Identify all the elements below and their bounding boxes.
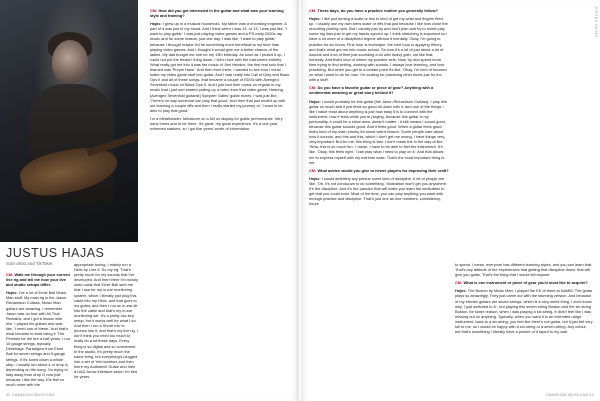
side-tab: JUSTUS HAJAS (594, 6, 598, 38)
paragraph-text: Walk me through your current live rig and tell me how your live and studio setups differ. (6, 272, 70, 288)
paragraph-text: What advice would you give to newer players for improving their craft? (317, 167, 449, 173)
paragraph-text: appropriate tuning. I mainly run a Helix by Line 6. So my rig. That's pretty much for my sounds that I've developed. And then there I'm mostly used cable that Ernie Ball sent me that I use for my in-ear monitoring system, which I literally just plug this cable into my Helix, and that goes to my guitar, and then I run an in-ear kit into the cable and that's my in-ear monitoring set. It's a pretty low-key setup, but it works well for what I do. And then I run a Shure mic to phones into it, and that's my live rig. I don't think you need too much to really do a lot these days. Every thing is so digital and so convenient. In the studio, it's pretty much the same thing, but everything's plugged into a set of Yeti monitors and then there my Audiotech Guitar and then a UAD Arrow interface which I'm tied for years. (74, 262, 138, 380)
left-column-3 (150, 8, 290, 392)
paragraph-text: How did you get interested in the guitar and what was your learning style and training? (150, 8, 284, 19)
paragraph-text: I like just turning a scale or two to kind of get my wrist and fingers fired up. I usually use my own arms scale or riffs that just because I like how close the recording picking runs. But I usually just try and don't plan and try to shred play some big licks just to get my hands synced up. I think stretching is important so I have a lot more of a disciplined regime without it mentally. Okay, I'm going to practice for six hours. First hour is technique, the next hour is applying theory, and that's what got me into music school. So now it's a lot of just about a lot of sounds and a lot of time just sounding a lot with heavy gain, old like that, honestly. And that's kind of where my practice sets. Now, try and spend more time trying to find writing, working with sounds. I always love learning, and love practicing. But when you get to a certain point it's like, 'Okay, I'm kind of focused on what I want to do for now.' I'm looking for practicing other times just for fun with a stuff. (309, 16, 448, 83)
interview-question (6, 272, 70, 287)
left-page-footer: 32 CANADIAN MUSICIAN (6, 393, 55, 397)
artist-role: Solo artist and TikToker (6, 261, 53, 266)
speaker-tag: CM: (309, 8, 318, 13)
interview-answer (74, 262, 138, 379)
left-column-2 (74, 262, 138, 392)
left-column-1 (6, 272, 70, 392)
interview-answer (6, 290, 70, 387)
paragraph-text: What is one instrument or piece of gear you'd most like to acquire? (463, 280, 588, 286)
interview-answer (309, 176, 449, 207)
interview-question (455, 280, 593, 285)
right-column-2 (455, 262, 593, 392)
speaker-tag: Hajas: (455, 288, 468, 294)
interview-answer (455, 288, 593, 334)
paragraph-text: I would definitely say pursue some kind of discipline. A lot of people are like, 'Oh, it's not conducive to do something.' Motivation won't get you anywhere. It's the discipline. And it's the passion that will make you learn the dedication to get that you could exist. Most of the time, you can play anything you want with enough practice and discipline. That's just one as one numbers, consistency, hours (309, 175, 448, 207)
speaker-tag: CM: (309, 167, 318, 173)
paragraph-text: The Boston by Music Man. I played the EK of them at NAMM. The guitar plays so amazingly. They just came out with the stunning version. And because of my electric guitars are seven strings, which is a very weird thing. I don't know why. I just switched to 6 - but playing this seven string Boston and the six string Boston, for some reason, when I was playing a six-string, it didn't feel like I was missing out on anything. Typically, when you want it in an extended range instrument, back to a six-string, you feel like there's not guitar, but it just felt very full to me, so I would be happy with a six-string or a seven-string. Any colour, but that's something I literally have a picture of it taped to my wall. (455, 288, 593, 335)
speaker-tag: CM: (150, 8, 159, 13)
speaker-tag: Hajas: (309, 98, 322, 104)
interview-answer (309, 16, 449, 82)
right-column-1 (309, 8, 449, 392)
paragraph-text: I would probably be this guitar [the Jason Richardson Cutlass]. I play this guitar so much and it just feels so good all down with it, and one of the things I like I value most about anything is just how easy it is to connect with the instrument, how it feels while you're playing, because this guitar is my personality, it could be a show area, doesn't matter - it still means I sound good, because this guitar sounds good. And it feels good. When a guitar feels good, that's kind of my main priority for some weird reason. Some people care about how it sounds, and this and this, which I don't get me wrong, I have things very, very important. But for me, this thing is fast. I don't mean the in the way of like, 'Wow, this is so much fun.' I mean, I have to be able to feel the instrument. It's like, 'Okay, this feels right.' I can play what I need to play on it.' And that allows me to express myself with my extreme ease. That's the most important thing to me. (309, 98, 447, 165)
interview-question (309, 8, 449, 13)
paragraph-text: to spend. I mean, everyone has different learning styles, and you can learn that. That's any attitude of the experiences that getting that discipline down, that will give you goals. That's the thing that I would tell anyone. (455, 262, 593, 278)
paragraph-text: I grew up in a musical household. My father was a recording engineer. A part of it was just in my blood. And I think when I was 13, or 13, I was just like, 'I want to play guitar.' I was just playing video games and a PS-early 2000s rap music and for some reason, just one day, I was like, 'I want to play guitar,' because I thought maybe it'd be something more beneficial to my time than playing video games. And I thought it would give me a better chance of the ladies. My dad bought me one for my 13th birthday. As soon as I picked it up, I could not put the freakin' thing down. I fell in love with the instrument entirely. What really got me into it was the music of Jimi Hendrix; the first real solo that I learned was 'Purple Haze.' And then from there, I wanted to see how I could make my video game stuff into guitar. And I was really into Call of Duty and Black Ops II and all of these songs, that became a couple of EDGs with Avenged Sevenfold music on Black Ops II. And I just had their music on regular in my music that I just sort started putting up a video from that video game. Hearing [Avenged Sevenfold guitarist] Synyster Gates' guitar riches, I was just like, 'There's no way someone can play that good.' And then that just ended up with me learning a couple riffs and then I really started my journey of, 'I want to be able to play that good.' (150, 21, 290, 113)
interview-question (309, 85, 449, 95)
speaker-tag: Hajas: (309, 16, 322, 22)
interview-answer (150, 116, 290, 131)
speaker-tag: Hajas: (309, 175, 322, 181)
interview-answer (150, 21, 290, 113)
artist-name: JUSTUS HAJAS (6, 246, 105, 260)
paragraph-text: These days, do you have a practice routine you generally follow? (317, 8, 438, 13)
interview-question (309, 168, 449, 173)
right-page-footer: CANADIAN MUSICIAN 33 (545, 393, 594, 397)
interview-answer (455, 262, 593, 277)
interview-answer (309, 99, 449, 165)
interview-question (150, 8, 290, 18)
speaker-tag: Hajas: (150, 21, 163, 27)
right-page (301, 0, 600, 401)
speaker-tag: CM: (455, 280, 464, 286)
speaker-tag: Hajas: (6, 290, 19, 296)
artist-photo (0, 0, 138, 242)
left-page (0, 0, 299, 401)
paragraph-text: I'm a Metalheader. Metalcore on a full on display for guitar performance. Very early forms and to be there. It's great, my great experience. It's a one year schemed stations, so I got five years' worth of information. (150, 115, 283, 132)
paragraph-text: Do you have a favorite guitar or piece of gear? Anything with a sentimental meaning or great story behind it? (309, 85, 434, 96)
speaker-tag: CM: (309, 85, 318, 91)
paragraph-text: I've a lot of Ernie Ball Music Man stuff. My main rig is the Jason Richardson Cutlass, Music Man guitars are amazing. I remember Jason was on tour with All That Remains, and I got a lesson with him. I played his guitars and was like, 'I need one of these.' And that's what became to start using it. The Pennies for me are a half years. I run 10 gauge strings, typically Dimebags. Paradigms from Ernie Ball for seven strings and 9-gauge strings. If it's tuned down a whole step, I usually run about 4 or drop A, depending on the song. I'm trying to stay away from drop G now just because I like the way 10s feel so much more with the (6, 290, 70, 387)
speaker-tag: CM: (6, 272, 15, 277)
